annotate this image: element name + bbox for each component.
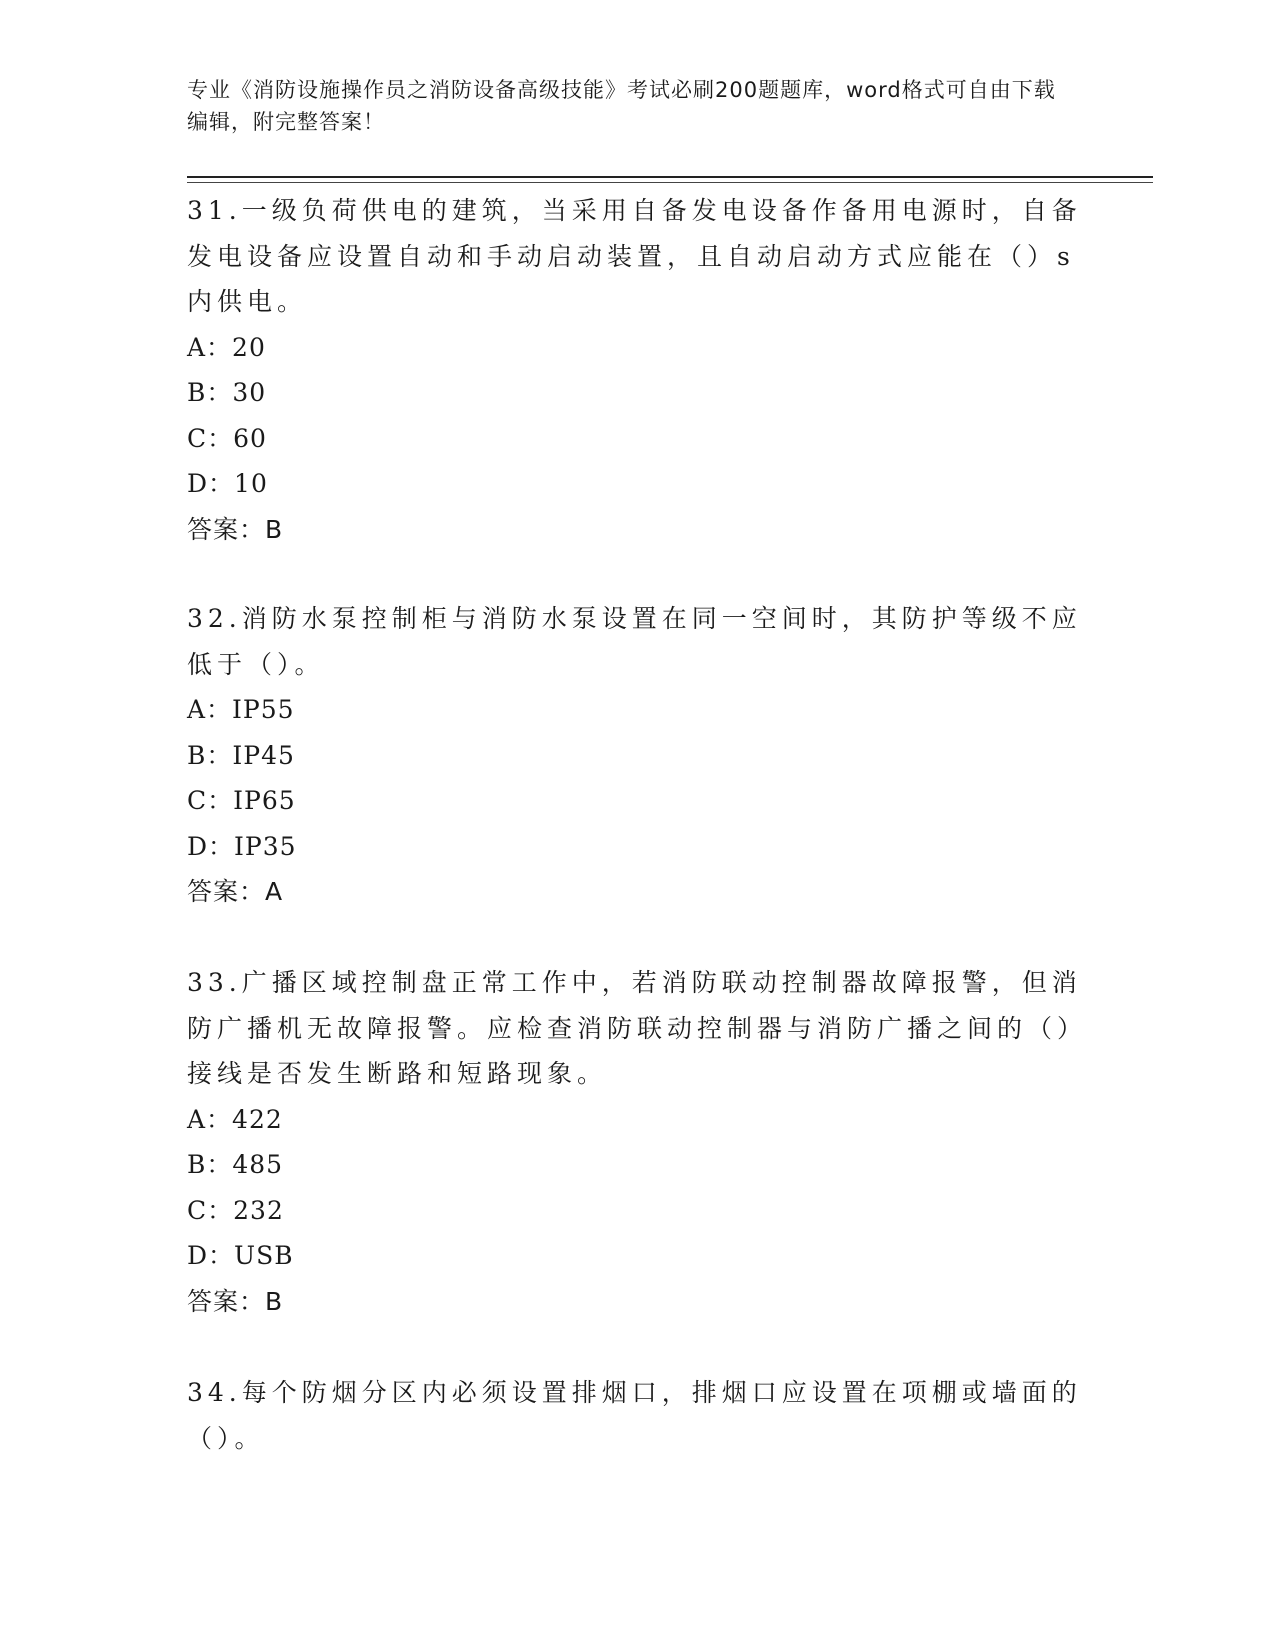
question-stem: 32.消防水泵控制柜与消防水泵设置在同一空间时，其防护等级不应低于（）。 xyxy=(187,604,1082,679)
option-a: A：20 xyxy=(187,332,266,362)
option-b: B：IP45 xyxy=(187,740,295,770)
option-c: C：IP65 xyxy=(187,786,296,815)
option-b: B：30 xyxy=(187,378,267,407)
question-31 xyxy=(187,188,1087,552)
option-c: C：60 xyxy=(187,423,267,453)
question-34 xyxy=(187,1370,1087,1461)
header-divider xyxy=(187,176,1153,178)
question-stem: 33.广播区域控制盘正常工作中，若消防联动控制器故障报警，但消防广播机无故障报警。应检查消防联动控制器与消防广播之间的（）接线是否发生断路和短路现象。 xyxy=(187,968,1088,1088)
option-b: B：485 xyxy=(187,1150,284,1179)
answer: 答案：A xyxy=(187,877,284,906)
option-c: C：232 xyxy=(187,1195,284,1225)
answer: 答案：B xyxy=(187,514,284,544)
question-33 xyxy=(187,960,1087,1324)
option-d: D：10 xyxy=(187,469,268,498)
option-d: D：USB xyxy=(187,1241,294,1270)
question-stem: 31.一级负荷供电的建筑，当采用自备发电设备作备用电源时，自备发电设备应设置自动和手动启动装置，且自动启动方式应能在（）s内供电。 xyxy=(187,196,1082,316)
header-divider-thin xyxy=(187,182,1153,183)
option-a: A：422 xyxy=(187,1104,283,1134)
answer: 答案：B xyxy=(187,1286,284,1316)
question-32 xyxy=(187,596,1087,915)
option-d: D：IP35 xyxy=(187,831,297,861)
option-a: A：IP55 xyxy=(187,695,295,724)
question-stem: 34.每个防烟分区内必须设置排烟口，排烟口应设置在项棚或墙面的（）。 xyxy=(187,1378,1082,1453)
document-header: 专业《消防设施操作员之消防设备高级技能》考试必刷200题题库，word格式可自由下载编辑，附完整答案！ xyxy=(187,78,1056,134)
